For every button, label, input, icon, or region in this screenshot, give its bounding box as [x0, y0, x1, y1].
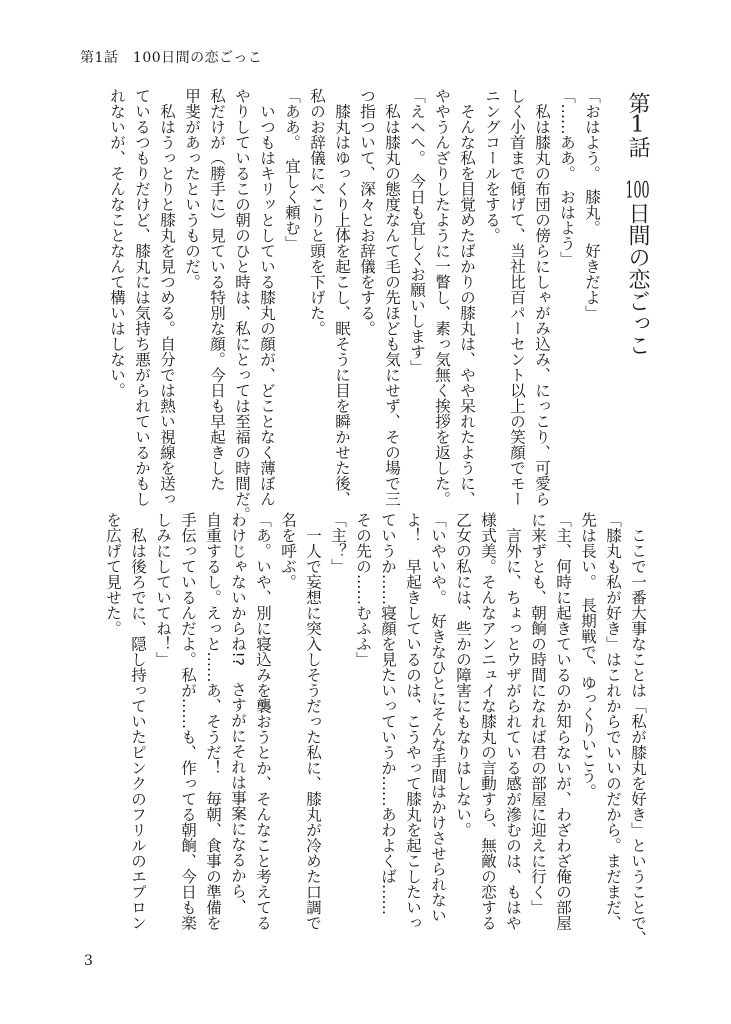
text-column: 私だけが（勝手に）見ている特別な顔。今日も早起きした — [208, 88, 226, 491]
page-number: 3 — [84, 953, 93, 969]
text-column: 「あ。いや、別に寝込みを襲おうとか、そんなこと考えてる — [254, 512, 272, 931]
text-column: よ！ 早起きしているのは、こうやって膝丸を起こしたいっ — [404, 512, 422, 931]
text-column: 「いやいや。 好きなひとにそんな手間はかけさせられない — [429, 512, 447, 923]
title-number: 1 — [630, 114, 645, 136]
text-column: 私はうっとりと膝丸を見つめる。自分では熱い視線を送っ — [158, 88, 176, 507]
text-column: 甲斐があったというものだ。 — [183, 88, 201, 290]
text-column: わけじゃないからね!? さすがにそれは事案になるから、 — [229, 512, 247, 914]
text-column: 様式美。そんなアンニュイな膝丸の言動すら、無敵の恋する — [479, 512, 497, 931]
text-column: つ指ついて、深々とお辞儀をする。 — [358, 88, 376, 336]
text-column: 「おはよう。 膝丸。 好きだよ」 — [583, 88, 601, 321]
text-column: れないが、そんなことなんて構いはしない。 — [108, 88, 126, 398]
upper-text — [104, 88, 604, 522]
text-column: そんな私を目覚めたばかりの膝丸は、やや呆れたように、 — [458, 88, 476, 507]
text-column: ややうんざりしたように一瞥し、素っ気無く挨拶を返した。 — [433, 88, 451, 507]
lower-text — [100, 512, 650, 946]
text-column: ニングコールをする。 — [483, 88, 501, 243]
running-head: 第1話 100日間の恋ごっこ — [80, 50, 263, 66]
text-column: 名を呼ぶ。 — [279, 512, 297, 590]
text-column: 先は長い。 長期戦で、ゆっくりいこう。 — [579, 512, 597, 799]
text-column: 「主？」 — [329, 512, 347, 574]
text-column: 手伝っているんだよ。私が……も、作ってる朝餉、今日も楽 — [179, 512, 197, 931]
text-column: その先の……むふふ」 — [354, 512, 372, 667]
title-rest: 日間の恋ごっこ — [625, 202, 650, 356]
text-column: やりしているこの朝のひと時は、私にとっては至福の時間だ。 — [233, 88, 251, 522]
text-column: 膝丸はゆっくり上体を起こし、眠そうに目を瞬かせた後、 — [333, 88, 351, 507]
text-column: 「膝丸も私が好き」はこれからでいいのだから。まだまだ、 — [604, 512, 622, 931]
text-column: 言外に、ちょっとウザがられている感が滲むのは、もはや — [504, 512, 522, 931]
title-days: 100 — [625, 180, 650, 202]
text-column: 「……ああ。 おはよう」 — [558, 88, 576, 267]
text-column: を広げて見せた。 — [104, 512, 122, 636]
upper-tier — [104, 88, 660, 522]
text-column: に来ずとも、朝餉の時間になれば君の部屋に迎えに行く」 — [529, 512, 547, 915]
text-column: 自重するし。えっと……あ、そうだ！ 毎朝、食事の準備を — [204, 512, 222, 931]
text-column: 「えへへ。 今日も宜しくお願いします」 — [408, 88, 426, 375]
text-column: ここで一番大事なことは「私が膝丸を好き」ということで、 — [629, 512, 647, 946]
text-column: しみにしていてね！」 — [154, 512, 172, 667]
text-column: いつもはキリッとしている膝丸の顔が、どことなく薄ぼん — [258, 88, 276, 507]
text-column: 私は膝丸の態度なんて毛の先ほども気にせず、その場で三 — [383, 88, 401, 507]
text-column: ていうか……寝顔を見たいっていうか……あわよくば…… — [379, 512, 397, 915]
text-column: 乙女の私には、些かの障害にもなりはしない。 — [454, 512, 472, 838]
text-column: しく小首まで傾げて、当社比百パーセント以上の笑顔でモー — [508, 88, 526, 507]
text-column: ているつもりだけど、膝丸には気持ち悪がられているかもし — [133, 88, 151, 507]
text-column: 「ああ。 宜しく頼む」 — [283, 88, 301, 251]
text-column: 私のお辞儀にぺこりと頭を下げた。 — [308, 88, 326, 336]
text-column: 一人で妄想に突入しそうだった私に、膝丸が冷めた口調で — [304, 512, 322, 931]
text-column: 私は膝丸の布団の傍らにしゃがみ込み、にっこり、可愛ら — [533, 88, 551, 507]
title-prefix: 第 — [625, 92, 650, 114]
text-column: 「主、何時に起きているのか知らないが、わざわざ俺の部屋 — [554, 512, 572, 931]
chapter-title — [604, 88, 660, 522]
text-column: 私は後ろでに、隠し持っていたピンクのフリルのエプロン — [129, 512, 147, 931]
title-suffix: 話 — [625, 136, 650, 180]
